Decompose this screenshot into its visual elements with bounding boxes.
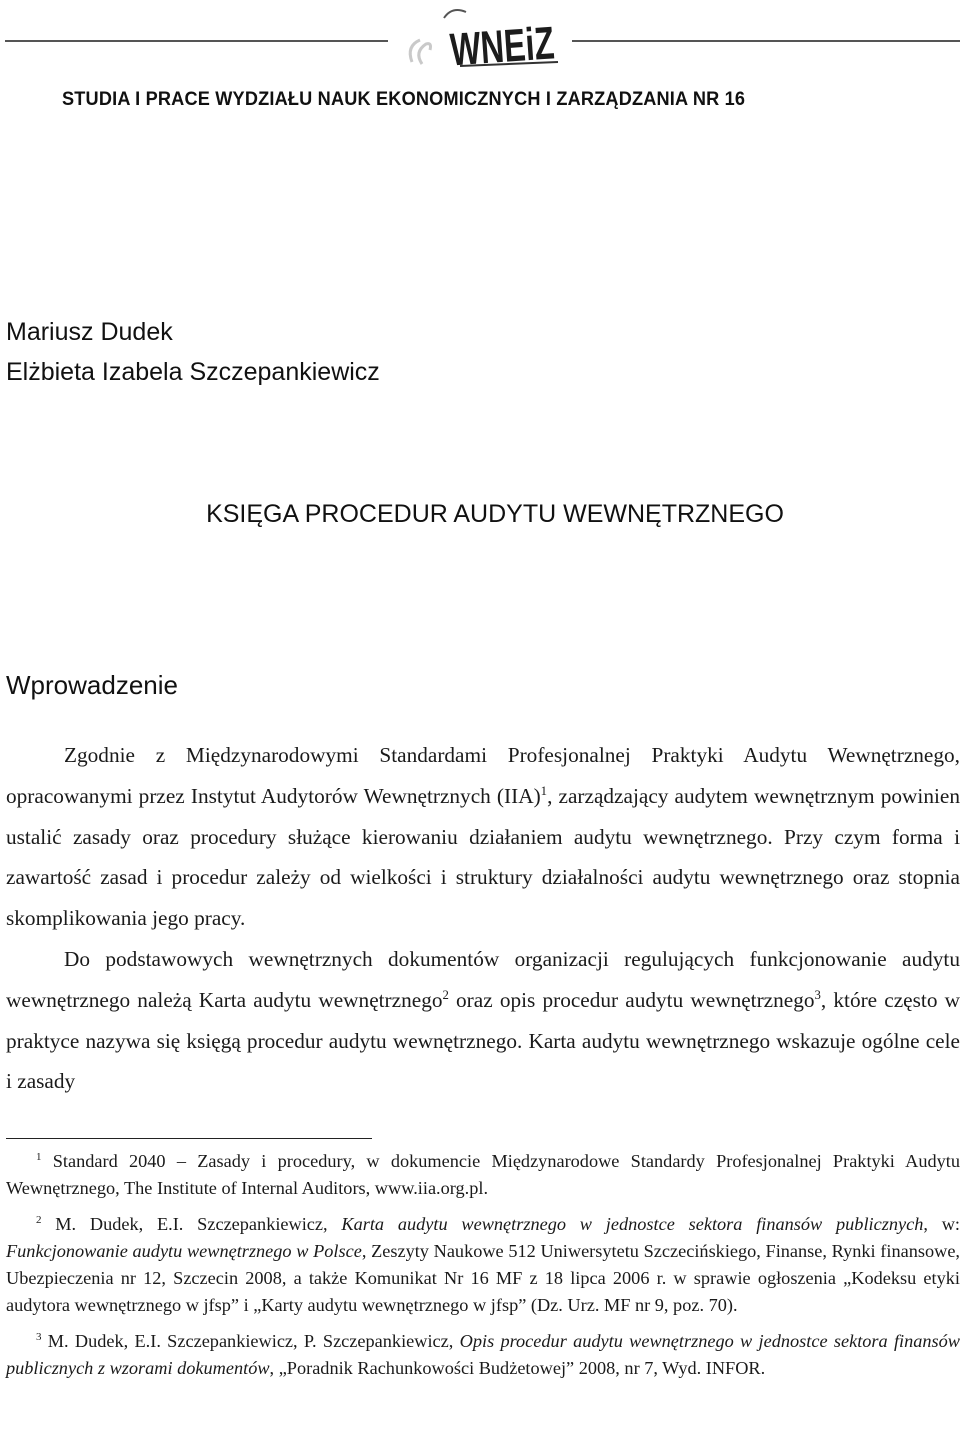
svg-text:WNEiZ: WNEiZ: [448, 13, 600, 76]
header-rule-right: [572, 40, 960, 42]
footnote-ref: 1: [540, 783, 548, 798]
author-name: Elżbieta Izabela Szczepankiewicz: [6, 358, 380, 386]
paragraph: Zgodnie z Międzynarodowymi Standardami Profesjonalnej Praktyki Audytu Wewnętrznego, opracowanymi przez Instytut Audytorów Wewnętrznych (IIA)$^1$, zarządzający audytem wewnętrznym powinien ustalić zasady oraz procedury służące kierowaniu działaniem audytu wewnętrznego. Przy czym forma i zawartość zasad i procedur zależy od wielkości i struktury działalności audytu wewnętrznego oraz stopnia skomplikowania jego pracy.: [6, 743, 960, 931]
footnote-divider: [6, 1138, 372, 1139]
wneiz-logo: [400, 4, 600, 76]
paragraph: Do podstawowych wewnętrznych dokumentów organizacji regulujących funkcjonowanie audytu wewnętrznego należą Karta audytu wewnętrznego$^2$ oraz opis procedur audytu wewnętrznego$^3$, które często w praktyce nazywa się księgą procedur audytu wewnętrznego. Karta audytu wewnętrznego wskazuje ogólne cele i zasady: [6, 946, 960, 1094]
article-title: KSIĘGA PROCEDUR AUDYTU WEWNĘTRZNEGO: [206, 500, 784, 528]
body-text: [6, 735, 960, 1102]
footnote-ref: 2: [442, 987, 449, 1002]
footnote: $^3$ M. Dudek, E.I. Szczepankiewicz, P. Szczepankiewicz, Opis procedur audytu wewnętrznego w jednostce sektora finansów publicznych z wzorami dokumentów, „Poradnik Rachunkowości Budżetowej” 2008, nr 7, Wyd. INFOR.: [6, 1330, 960, 1378]
header-rule-left: [5, 40, 388, 42]
footnote-ref: 3: [814, 987, 821, 1002]
footnote: $^2$ M. Dudek, E.I. Szczepankiewicz, Karta audytu wewnętrznego w jednostce sektora finansów publicznych, w: Funkcjonowanie audytu wewnętrznego w Polsce, Zeszyty Naukowe 512 Uniwersytetu Szczecińskiego, Finanse, Rynki finansowe, Ubezpieczenia nr 12, Szczecin 2008, a także Komunikat Nr 16 MF z 18 lipca 2006 r. w sprawie ogłoszenia „Kodeksu etyki audytora wewnętrznego w jfsp” i „Karty audytu wewnętrznego w jfsp” (Dz. Urz. MF nr 9, poz. 70).: [6, 1213, 960, 1315]
section-heading: Wprowadzenie: [6, 670, 178, 700]
series-title: STUDIA I PRACE WYDZIAŁU NAUK EKONOMICZNYCH I ZARZĄDZANIA NR 16: [62, 88, 746, 110]
author-name: Mariusz Dudek: [6, 318, 173, 346]
footnotes: [6, 1148, 960, 1391]
footnote: $^1$ Standard 2040 – Zasady i procedury, w dokumencie Międzynarodowe Standardy Profesjonalnej Praktyki Audytu Wewnętrznego, The Institute of Internal Auditors, www.iia.org.pl.: [6, 1150, 960, 1198]
